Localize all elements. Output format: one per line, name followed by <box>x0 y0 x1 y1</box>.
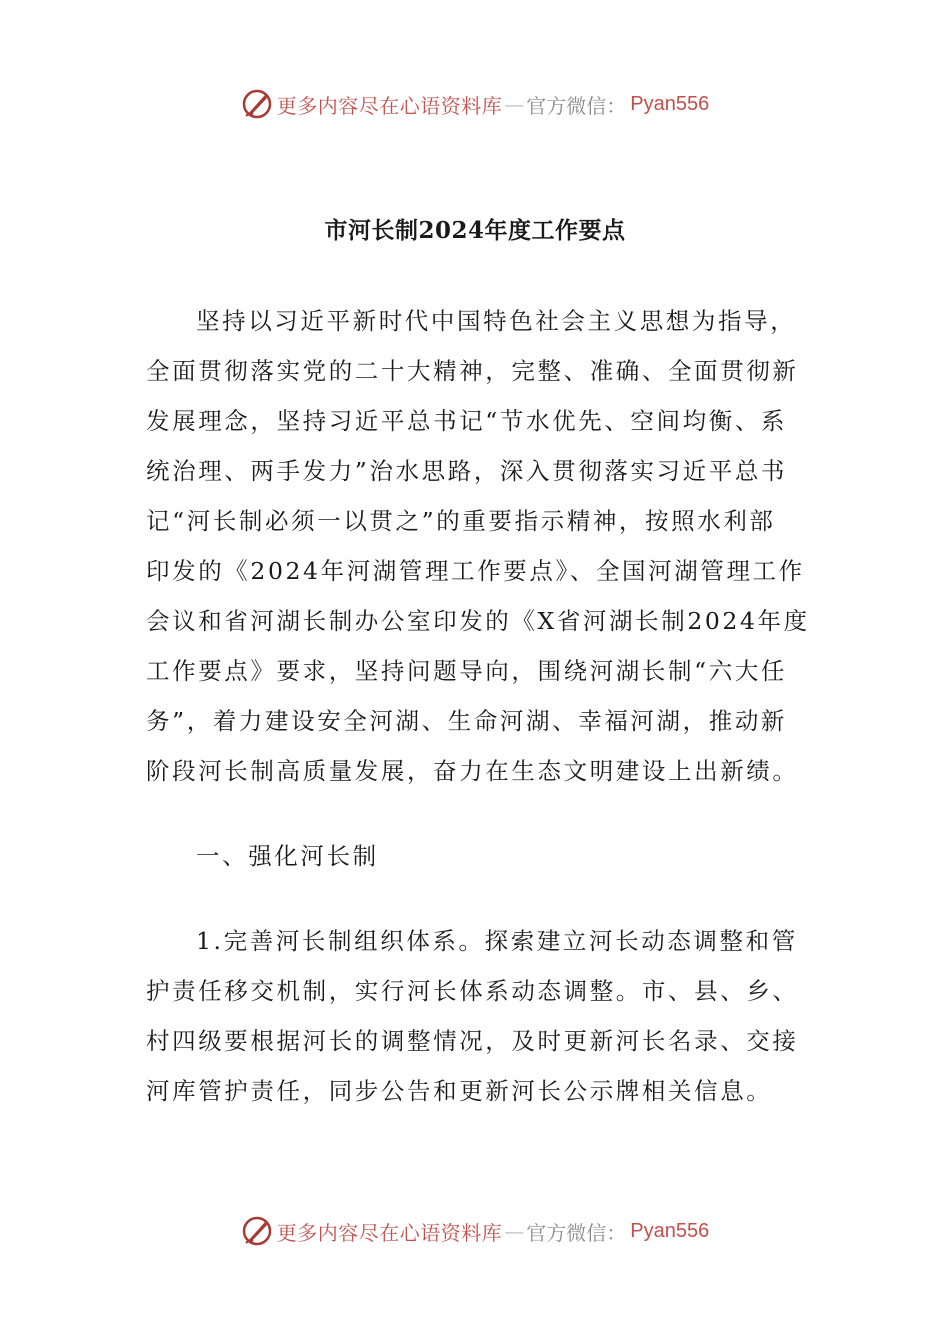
body-line: 坚持以习近平新时代中国特色社会主义思想为指导， <box>196 307 797 335</box>
banner-dash: — <box>504 92 525 116</box>
body-line: 工作要点》要求，坚持问题导向，围绕河湖长制“六大任 <box>146 657 788 685</box>
body-line: 印发的《2024年河湖管理工作要点》、全国河湖管理工作 <box>146 557 805 585</box>
body-line: 记“河长制必须一以贯之”的重要指示精神，按照水利部 <box>146 507 776 535</box>
footer-banner <box>0 1211 950 1251</box>
header-banner <box>0 84 950 124</box>
body-line: 河库管护责任，同步公告和更新河长公示牌相关信息。 <box>146 1077 773 1105</box>
body-line: 务”，着力建设安全河湖、生命河湖、幸福河湖，推动新 <box>146 707 788 735</box>
banner-text: 更多内容尽在心语资料库 <box>276 93 503 118</box>
section-heading: 一、强化河长制 <box>196 842 379 870</box>
body-line: 会议和省河湖长制办公室印发的《X省河湖长制2024年度 <box>146 607 810 635</box>
body-line: 阶段河长制高质量发展，奋力在生态文明建设上出新绩。 <box>146 757 799 785</box>
banner-label: 官方微信： <box>526 1220 627 1245</box>
document-title: 市河长制2024年度工作要点 <box>324 217 626 244</box>
body-line: 统治理、两手发力”治水思路，深入贯彻落实习近平总书 <box>146 457 788 485</box>
body-line: 1.完善河长制组织体系。探索建立河长动态调整和管 <box>196 927 798 955</box>
quill-logo-icon <box>241 88 273 120</box>
banner-label: 官方微信： <box>526 93 627 118</box>
banner-text: 更多内容尽在心语资料库 <box>276 1220 503 1245</box>
banner-dash: — <box>504 1219 525 1243</box>
body-line: 发展理念，坚持习近平总书记“节水优先、空间均衡、系 <box>146 407 788 435</box>
body-line: 村四级要根据河长的调整情况，及时更新河长名录、交接 <box>146 1027 799 1055</box>
banner-wechat-id: Pyan556 <box>630 1219 710 1242</box>
quill-logo-icon <box>241 1215 273 1247</box>
banner-wechat-id: Pyan556 <box>630 92 710 115</box>
body-line: 全面贯彻落实党的二十大精神，完整、准确、全面贯彻新 <box>146 357 799 385</box>
body-line: 护责任移交机制，实行河长体系动态调整。市、县、乡、 <box>146 977 799 1005</box>
